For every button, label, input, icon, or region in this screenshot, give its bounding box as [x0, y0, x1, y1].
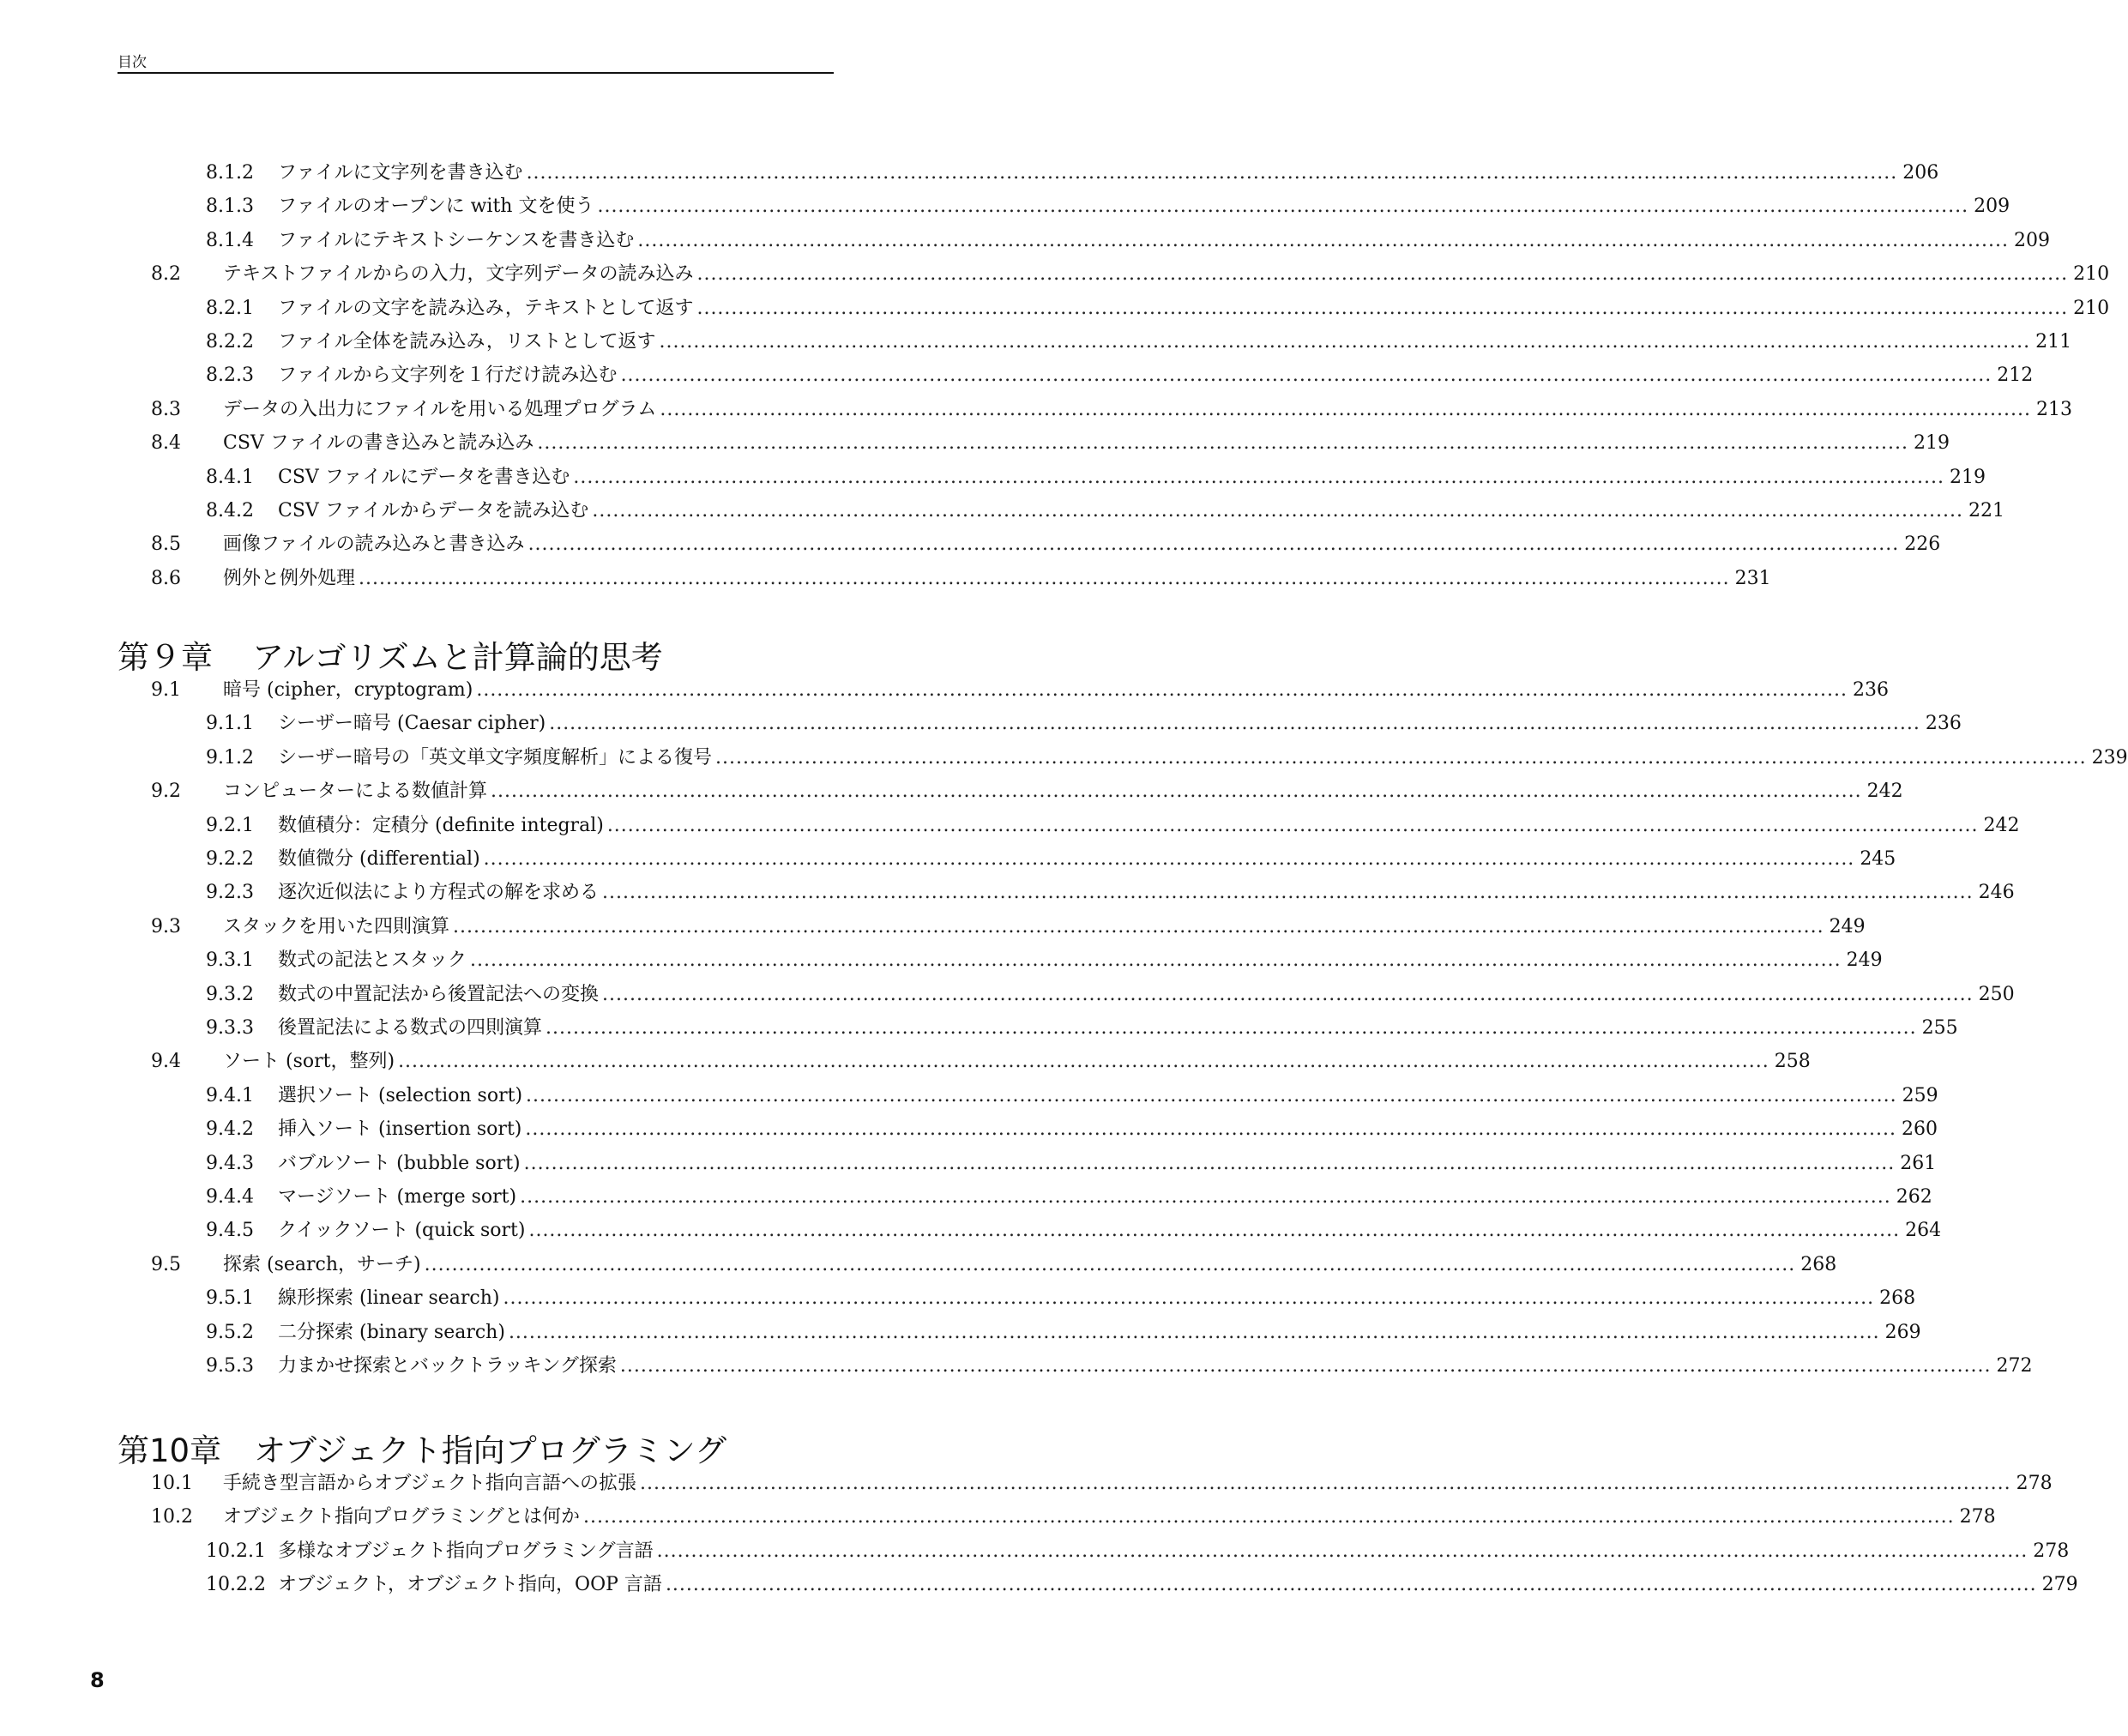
entry-number: 10.2 — [151, 1506, 193, 1528]
entry-number: 9.5.1 — [206, 1287, 254, 1310]
dot-leader: ........................................................................................................................................................................................................ — [715, 746, 2087, 769]
toc-entry — [206, 1353, 2033, 1379]
entry-title: 多様なオブジェクト指向プログラミング言語 — [278, 1540, 654, 1562]
entry-page: 239 — [2091, 746, 2128, 769]
entry-number: 9.5 — [151, 1253, 181, 1275]
toc-entry — [151, 1252, 1837, 1278]
dot-leader: ........................................................................................................................................................................................................ — [696, 297, 2069, 319]
entry-number: 9.1 — [151, 679, 181, 701]
toc-entry — [151, 397, 2072, 423]
entry-page: 250 — [1978, 983, 2015, 1005]
dot-leader: ........................................................................................................................................................................................................ — [537, 432, 1908, 455]
dot-leader: ........................................................................................................................................................................................................ — [527, 533, 1900, 556]
dot-leader: ........................................................................................................................................................................................................ — [660, 398, 2031, 420]
entry-title: 挿入ソート (insertion sort) — [278, 1118, 522, 1141]
toc-entry — [206, 1218, 1942, 1244]
entry-page: 213 — [2035, 398, 2072, 420]
entry-title: CSV ファイルにデータを書き込む — [278, 466, 570, 488]
entry-title: ファイルにテキストシーケンスを書き込む — [278, 229, 635, 251]
entry-page: 212 — [1997, 365, 2034, 387]
entry-title: スタックを用いた四則演算 — [223, 915, 450, 937]
toc-entry — [206, 948, 1883, 973]
entry-title: 手続き型言語からオブジェクト指向言語への拡張 — [223, 1473, 637, 1494]
entry-title: 数値積分：定積分 (definite integral) — [278, 814, 604, 836]
entry-title: 二分探索 (binary search) — [278, 1321, 505, 1343]
entry-number: 9.3.2 — [206, 983, 254, 1005]
dot-leader: ........................................................................................................................................................................................................ — [520, 1186, 1891, 1208]
entry-title: データの入出力にファイルを用いる処理プログラム — [223, 398, 657, 420]
entry-page: 211 — [2035, 331, 2072, 353]
toc-entry — [206, 982, 2015, 1008]
toc-entry — [206, 1117, 1938, 1142]
entry-number: 9.4.5 — [206, 1220, 254, 1242]
dot-leader: ........................................................................................................................................................................................................ — [424, 1253, 1796, 1275]
entry-page: 210 — [2073, 263, 2110, 286]
toc-entry — [151, 1504, 1996, 1530]
entry-number: 8.4.1 — [206, 466, 254, 488]
dot-leader: ........................................................................................................................................................................................................ — [526, 162, 1898, 184]
dot-leader: ........................................................................................................................................................................................................ — [470, 949, 1842, 972]
entry-page: 226 — [1904, 533, 1941, 556]
running-header — [118, 46, 834, 74]
dot-leader: ........................................................................................................................................................................................................ — [476, 679, 1848, 701]
dot-leader: ........................................................................................................................................................................................................ — [606, 814, 1979, 836]
chapter-number: 第９章 — [118, 639, 213, 676]
entry-page: 206 — [1902, 162, 1939, 184]
toc-entry — [206, 329, 2072, 355]
dot-leader: ........................................................................................................................................................................................................ — [602, 983, 1974, 1005]
toc-entry — [151, 914, 1866, 940]
entry-page: 262 — [1896, 1186, 1932, 1208]
entry-number: 9.2 — [151, 781, 181, 803]
entry-page: 278 — [2033, 1540, 2070, 1562]
page-number: 8 — [90, 1668, 105, 1692]
entry-page: 264 — [1905, 1220, 1942, 1242]
dot-leader: ........................................................................................................................................................................................................ — [483, 848, 1855, 870]
entry-number: 9.1.1 — [206, 713, 254, 735]
dot-leader: ........................................................................................................................................................................................................ — [549, 713, 1920, 735]
dot-leader: ........................................................................................................................................................................................................ — [453, 915, 1824, 937]
entry-page: 210 — [2073, 297, 2110, 319]
entry-page: 269 — [1884, 1321, 1921, 1343]
dot-leader: ........................................................................................................................................................................................................ — [491, 781, 1862, 803]
dot-leader: ........................................................................................................................................................................................................ — [523, 1152, 1896, 1174]
chapter-10-heading — [118, 1426, 726, 1469]
entry-title: CSV ファイルの書き込みと読み込み — [223, 432, 534, 455]
chapter-title: オブジェクト指向プログラミング — [254, 1432, 727, 1469]
chapter-9-heading — [118, 633, 663, 676]
entry-page: 261 — [1900, 1152, 1937, 1174]
dot-leader: ........................................................................................................................................................................................................ — [508, 1321, 1880, 1343]
entry-page: 236 — [1852, 679, 1889, 701]
dot-leader: ........................................................................................................................................................................................................ — [359, 567, 1730, 589]
entry-title: クイックソート (quick sort) — [278, 1220, 526, 1242]
entry-title: マージソート (merge sort) — [278, 1186, 517, 1208]
toc-entry — [206, 296, 2110, 322]
entry-number: 9.4.3 — [206, 1152, 254, 1174]
entry-number: 9.5.3 — [206, 1355, 254, 1377]
entry-number: 8.2.1 — [206, 297, 254, 319]
entry-number: 8.1.2 — [206, 162, 254, 184]
toc-entry — [206, 1572, 2078, 1598]
entry-page: 221 — [1968, 500, 2004, 521]
entry-title: ファイル全体を読み込み，リストとして返す — [278, 331, 656, 353]
entry-page: 219 — [1950, 466, 1986, 488]
entry-page: 245 — [1860, 848, 1896, 870]
dot-leader: ........................................................................................................................................................................................................ — [528, 1220, 1901, 1242]
dot-leader: ........................................................................................................................................................................................................ — [602, 882, 1974, 904]
chapter-title: アルゴリズムと計算論的思考 — [252, 639, 663, 676]
toc-entry — [151, 262, 2110, 287]
entry-page: 246 — [1978, 882, 2015, 904]
entry-title: 例外と例外処理 — [223, 567, 356, 589]
toc-entry — [206, 711, 1962, 737]
entry-number: 9.4.1 — [206, 1084, 254, 1106]
entry-title: ソート (sort，整列) — [223, 1051, 395, 1073]
toc-entry — [206, 228, 2051, 254]
dot-leader: ........................................................................................................................................................................................................ — [620, 365, 1992, 387]
entry-title: バブルソート (bubble sort) — [278, 1152, 521, 1174]
entry-page: 249 — [1846, 949, 1883, 972]
dot-leader: ........................................................................................................................................................................................................ — [573, 466, 1944, 488]
entry-title: ファイルの文字を読み込み，テキストとして返す — [278, 297, 694, 319]
entry-number: 8.6 — [151, 567, 181, 589]
entry-page: 272 — [1996, 1355, 2033, 1377]
entry-number: 8.1.3 — [206, 196, 254, 218]
toc-entry — [206, 160, 1939, 186]
dot-leader: ........................................................................................................................................................................................................ — [619, 1355, 1992, 1377]
toc-entry — [206, 880, 2015, 906]
entry-page: 259 — [1902, 1084, 1938, 1106]
entry-page: 268 — [1879, 1287, 1916, 1310]
entry-page: 258 — [1774, 1051, 1811, 1073]
entry-number: 9.2.2 — [206, 848, 254, 870]
entry-title: 探索 (search，サーチ) — [223, 1253, 421, 1275]
entry-page: 268 — [1800, 1253, 1837, 1275]
entry-number: 9.5.2 — [206, 1321, 254, 1343]
entry-title: 数式の記法とスタック — [278, 949, 467, 972]
toc-entry — [151, 779, 1903, 805]
toc-entry — [206, 745, 2128, 771]
toc-entry — [206, 465, 1986, 491]
dot-leader: ........................................................................................................................................................................................................ — [665, 1574, 2037, 1596]
entry-page: 249 — [1829, 915, 1866, 937]
toc-entry — [206, 847, 1896, 872]
toc-entry — [206, 1320, 1921, 1346]
entry-number: 8.4.2 — [206, 500, 254, 521]
dot-leader: ........................................................................................................................................................................................................ — [525, 1118, 1897, 1141]
entry-page: 279 — [2041, 1574, 2078, 1596]
entry-title: 数式の中置記法から後置記法への変換 — [278, 983, 600, 1005]
entry-number: 8.5 — [151, 533, 181, 556]
entry-page: 255 — [1921, 1017, 1958, 1039]
entry-title: 線形探索 (linear search) — [278, 1287, 500, 1310]
entry-title: 逐次近似法により方程式の解を求める — [278, 882, 600, 904]
toc-entry — [151, 1471, 2053, 1497]
toc-entry — [151, 566, 1771, 592]
entry-number: 8.1.4 — [206, 229, 254, 251]
entry-number: 9.1.2 — [206, 746, 254, 769]
entry-title: コンピューターによる数値計算 — [223, 781, 488, 803]
entry-page: 231 — [1734, 567, 1771, 589]
entry-title: テキストファイルからの入力，文字列データの読み込み — [223, 263, 694, 286]
toc-entry — [151, 678, 1889, 703]
toc-entry — [206, 1016, 1958, 1041]
entry-number: 9.3.1 — [206, 949, 254, 972]
entry-page: 278 — [1959, 1506, 1996, 1528]
dot-leader: ........................................................................................................................................................................................................ — [659, 331, 2031, 353]
entry-page: 242 — [1983, 814, 2020, 836]
entry-title: ファイルに文字列を書き込む — [278, 162, 523, 184]
toc-entry — [151, 431, 1950, 456]
header-title: 目次 — [118, 54, 147, 71]
entry-page: 242 — [1866, 781, 1903, 803]
chapter-number: 第10章 — [118, 1432, 222, 1469]
toc-entry — [206, 1539, 2070, 1564]
toc-entry — [206, 1184, 1932, 1210]
entry-page: 219 — [1914, 432, 1950, 455]
entry-title: CSV ファイルからデータを読み込む — [278, 500, 589, 521]
entry-page: 260 — [1902, 1118, 1938, 1141]
entry-number: 8.4 — [151, 432, 181, 455]
dot-leader: ........................................................................................................................................................................................................ — [583, 1506, 1955, 1528]
entry-title: ファイルのオープンに with 文を使う — [278, 196, 594, 218]
entry-number: 8.3 — [151, 398, 181, 420]
toc-entry — [206, 194, 2010, 220]
entry-number: 10.1 — [151, 1473, 193, 1494]
toc-entry — [206, 1151, 1937, 1177]
entry-title: 選択ソート (selection sort) — [278, 1084, 523, 1106]
entry-number: 9.4.2 — [206, 1118, 254, 1141]
dot-leader: ........................................................................................................................................................................................................ — [696, 263, 2069, 286]
entry-number: 9.4.4 — [206, 1186, 254, 1208]
entry-page: 209 — [2014, 229, 2051, 251]
entry-number: 8.2.3 — [206, 365, 254, 387]
entry-page: 278 — [2016, 1473, 2053, 1494]
toc-entry — [206, 1286, 1916, 1311]
toc-entry — [206, 813, 2020, 839]
entry-page: 209 — [1974, 196, 2010, 218]
entry-title: シーザー暗号 (Caesar cipher) — [278, 713, 546, 735]
entry-number: 10.2.1 — [206, 1540, 266, 1562]
dot-leader: ........................................................................................................................................................................................................ — [526, 1084, 1897, 1106]
dot-leader: ........................................................................................................................................................................................................ — [640, 1473, 2011, 1494]
dot-leader: ........................................................................................................................................................................................................ — [597, 196, 1969, 218]
toc-entry — [206, 1083, 1938, 1109]
entry-title: オブジェクト指向プログラミングとは何か — [223, 1506, 581, 1528]
entry-number: 8.2 — [151, 263, 181, 286]
dot-leader: ........................................................................................................................................................................................................ — [592, 500, 1963, 521]
dot-leader: ........................................................................................................................................................................................................ — [637, 229, 2010, 251]
entry-title: 後置記法による数式の四則演算 — [278, 1017, 543, 1039]
entry-title: 数値微分 (differential) — [278, 848, 480, 870]
entry-title: 暗号 (cipher，cryptogram) — [223, 679, 473, 701]
entry-number: 9.2.3 — [206, 882, 254, 904]
entry-title: 力まかせ探索とバックトラッキング探索 — [278, 1355, 617, 1377]
toc-entry — [206, 363, 2034, 389]
entry-title: ファイルから文字列を１行だけ読み込む — [278, 365, 618, 387]
dot-leader: ........................................................................................................................................................................................................ — [656, 1540, 2029, 1562]
dot-leader: ........................................................................................................................................................................................................ — [546, 1017, 1917, 1039]
entry-title: オブジェクト，オブジェクト指向，OOP 言語 — [278, 1574, 662, 1596]
toc-entry — [151, 532, 1941, 558]
entry-number: 9.2.1 — [206, 814, 254, 836]
entry-number: 9.3.3 — [206, 1017, 254, 1039]
toc-entry — [206, 498, 2004, 524]
entry-number: 8.2.2 — [206, 331, 254, 353]
dot-leader: ........................................................................................................................................................................................................ — [398, 1051, 1769, 1073]
entry-title: シーザー暗号の「英文単文字頻度解析」による復号 — [278, 746, 713, 769]
dot-leader: ........................................................................................................................................................................................................ — [503, 1287, 1875, 1310]
toc-entry — [151, 1049, 1811, 1075]
entry-number: 9.4 — [151, 1051, 181, 1073]
entry-number: 9.3 — [151, 915, 181, 937]
entry-number: 10.2.2 — [206, 1574, 266, 1596]
entry-title: 画像ファイルの読み込みと書き込み — [223, 533, 525, 556]
entry-page: 236 — [1925, 713, 1962, 735]
